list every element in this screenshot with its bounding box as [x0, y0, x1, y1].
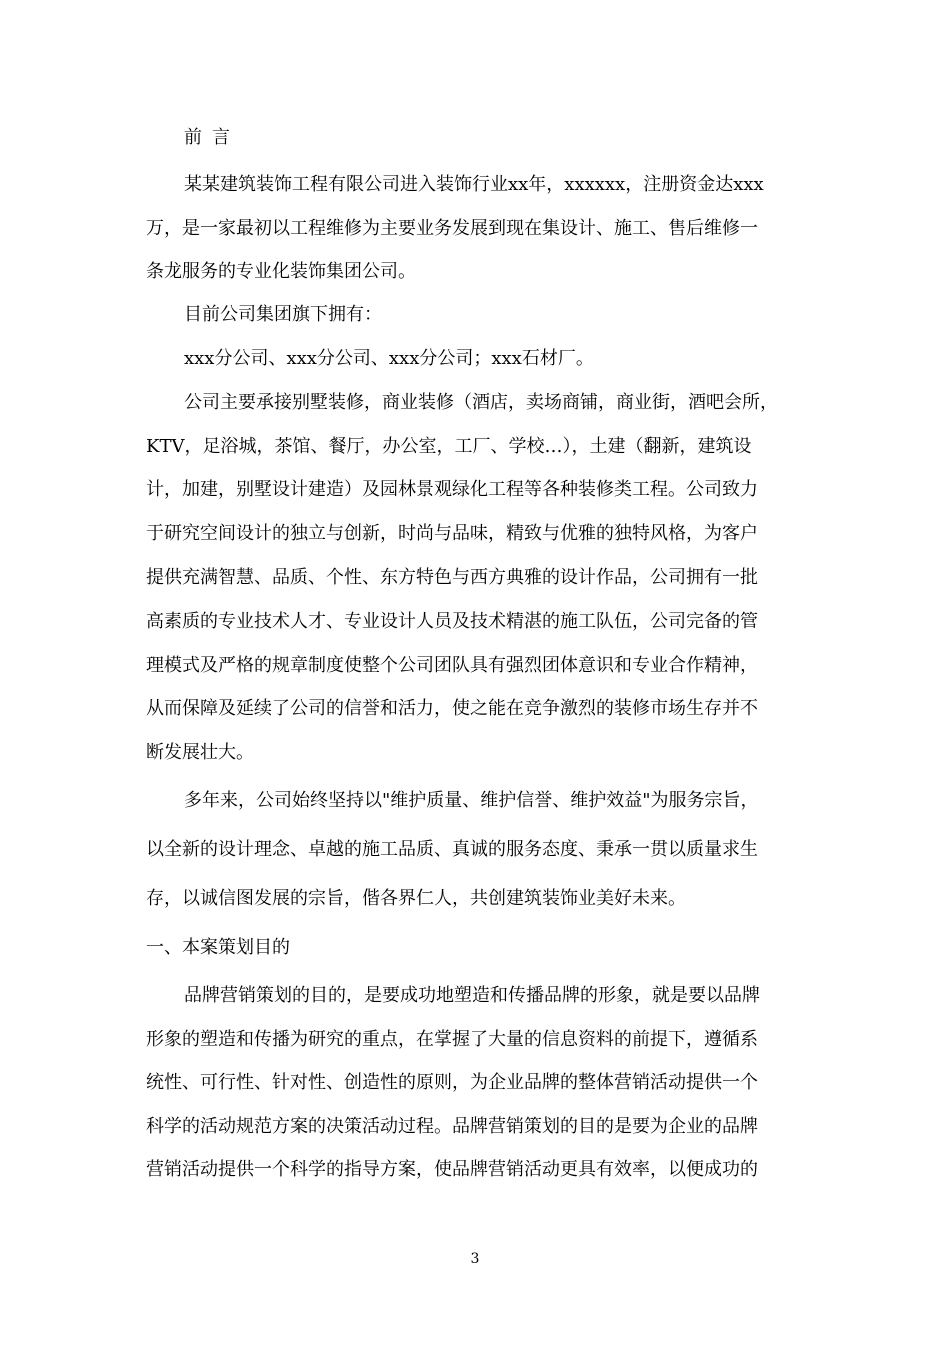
text-line: 以全新的设计理念、卓越的施工品质、真诚的服务态度、秉承一贯以质量求生: [146, 839, 758, 860]
text-line: 计，加建，别墅设计建造）及园林景观绿化工程等各种装修类工程。公司致力: [146, 479, 758, 500]
text-line: 统性、可行性、针对性、创造性的原则，为企业品牌的整体营销活动提供一个: [146, 1072, 758, 1093]
text-line: 营销活动提供一个科学的指导方案，使品牌营销活动更具有效率，以便成功的: [146, 1159, 758, 1180]
text-line: 于研究空间设计的独立与创新，时尚与品味，精致与优雅的独特风格，为客户: [146, 523, 758, 544]
text-line: 高素质的专业技术人才、专业设计人员及技术精湛的施工队伍，公司完备的管: [146, 611, 758, 632]
text-line: 提供充满智慧、品质、个性、东方特色与西方典雅的设计作品，公司拥有一批: [146, 567, 758, 588]
text-line: KTV，足浴城，茶馆、餐厅，办公室，工厂、学校…），土建（翻新，建筑设: [146, 436, 752, 457]
text-line: 从而保障及延续了公司的信誉和活力，使之能在竞争激烈的装修市场生存并不: [146, 698, 758, 719]
text-line: 品牌营销策划的目的，是要成功地塑造和传播品牌的形象，就是要以品牌: [184, 985, 760, 1006]
text-line: xxx分公司、xxx分公司、xxx分公司；xxx石材厂。: [184, 348, 594, 369]
text-line: 科学的活动规范方案的决策活动过程。品牌营销策划的目的是要为企业的品牌: [146, 1116, 758, 1137]
section-heading: 一、本案策划目的: [146, 937, 290, 958]
text-line: 万，是一家最初以工程维修为主要业务发展到现在集设计、施工、售后维修一: [146, 218, 758, 239]
page-number: 3: [470, 1251, 480, 1267]
text-line: 公司主要承接别墅装修，商业装修（酒店，卖场商铺，商业街，酒吧会所，: [184, 392, 778, 413]
preface-heading: 前言: [184, 127, 240, 148]
text-line: 存，以诚信图发展的宗旨，偕各界仁人，共创建筑装饰业美好未来。: [146, 888, 686, 909]
text-line: 条龙服务的专业化装饰集团公司。: [146, 261, 416, 282]
text-line: 断发展壮大。: [146, 742, 254, 763]
text-line: 多年来，公司始终坚持以"维护质量、维护信誉、维护效益"为服务宗旨，: [184, 790, 759, 811]
text-line: 理模式及严格的规章制度使整个公司团队具有强烈团体意识和专业合作精神，: [146, 655, 758, 676]
text-line: 目前公司集团旗下拥有：: [184, 304, 382, 325]
text-line: 某某建筑装饰工程有限公司进入装饰行业xx年，xxxxxx，注册资金达xxx: [184, 174, 764, 195]
text-line: 形象的塑造和传播为研究的重点，在掌握了大量的信息资料的前提下，遵循系: [146, 1029, 758, 1050]
